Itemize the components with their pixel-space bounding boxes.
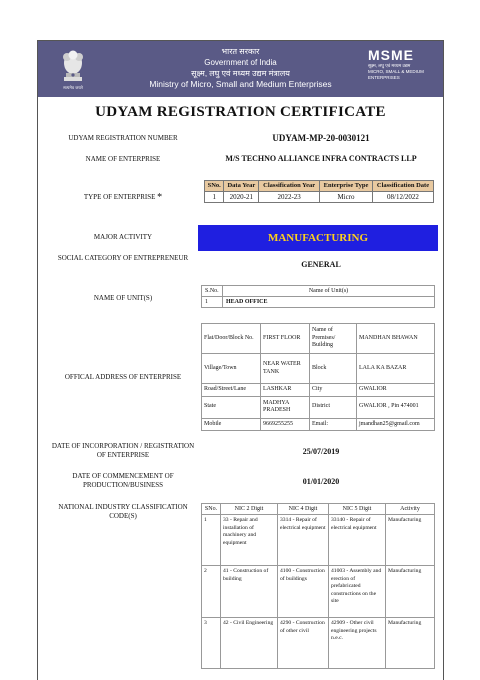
nic-codes-table	[201, 503, 435, 669]
commencement-date-label: DATE OF COMMENCEMENT OF PRODUCTION/BUSINESS	[72, 472, 174, 489]
nic-header-sno: SNo.	[202, 504, 221, 515]
msme-logo	[368, 47, 438, 91]
incorporation-date-value: 25/07/2019	[302, 447, 340, 456]
required-star: *	[157, 192, 163, 203]
nic-cell: 41003 - Assembly and erection of prefabricated constructions on the site	[329, 566, 386, 618]
nic-header-4-digit: NIC 4 Digit	[278, 504, 329, 515]
address-cell: 9669255255	[261, 418, 310, 431]
major-activity-value: MANUFACTURING	[198, 225, 438, 251]
nic-cell: 41 - Construction of building	[221, 566, 278, 618]
address-cell: State	[202, 396, 261, 418]
address-cell: MADHYA PRADESH	[261, 396, 310, 418]
type-cell: 2020-21	[224, 192, 259, 203]
address-cell: Flat/Door/Block No.	[202, 324, 261, 354]
official-address-label: OFFICAL ADDRESS OF ENTERPRISE	[64, 373, 182, 381]
nic-cell: 33140 - Repair of electrical equipment	[329, 515, 386, 566]
address-cell: GWALIOR , Pin 474001	[357, 396, 435, 418]
address-cell: Name of Premises/ Building	[310, 324, 357, 354]
table-row	[202, 396, 435, 418]
nic-cell: 3	[202, 618, 221, 669]
type-header-sno: SNo.	[205, 181, 224, 192]
address-cell: Road/Street/Lane	[202, 384, 261, 397]
type-header-classification-date: Classification Date	[373, 181, 434, 192]
enterprise-type-table	[204, 180, 434, 203]
address-cell: NEAR WATER TANK	[261, 354, 310, 384]
social-category-label: SOCIAL CATEGORY OF ENTREPRENEUR	[57, 254, 189, 262]
type-cell: Micro	[320, 192, 373, 203]
enterprise-type-label-text: TYPE OF ENTERPRISE	[83, 193, 156, 201]
type-cell: 1	[205, 192, 224, 203]
table-row	[202, 566, 435, 618]
type-header-classification-year: Classification Year	[259, 181, 320, 192]
social-category-value: GENERAL	[301, 260, 341, 269]
hindi-line-2: सूक्ष्म, लघु एवं मध्यम उद्यम मंत्रालय	[191, 69, 290, 78]
type-cell: 08/12/2022	[373, 192, 434, 203]
enterprise-name-label: NAME OF ENTERPRISE	[85, 155, 161, 163]
table-row	[205, 192, 434, 203]
table-row	[202, 324, 435, 354]
address-cell: District	[310, 396, 357, 418]
ministry-heading	[108, 46, 373, 90]
table-row	[202, 354, 435, 384]
incorporation-date-label: DATE OF INCORPORATION / REGISTRATION OF ENTERPRISE	[51, 442, 195, 459]
certificate-title: UDYAM REGISTRATION CERTIFICATE	[95, 104, 386, 120]
nic-header-2-digit: NIC 2 Digit	[221, 504, 278, 515]
address-cell: Village/Town	[202, 354, 261, 384]
nic-cell: Manufacturing	[386, 566, 435, 618]
table-row	[202, 618, 435, 669]
address-cell: GWALIOR	[357, 384, 435, 397]
address-cell: MANDHAN BHAWAN	[357, 324, 435, 354]
certificate-page	[37, 40, 444, 680]
unit-header-sno: S.No.	[202, 286, 223, 297]
table-row	[202, 418, 435, 431]
registration-number-label: UDYAM REGISTRATION NUMBER	[68, 134, 178, 142]
hindi-line-1: भारत सरकार	[221, 47, 260, 56]
table-row	[202, 297, 435, 308]
table-row	[202, 384, 435, 397]
national-emblem-icon	[56, 47, 90, 93]
table-row	[202, 515, 435, 566]
address-cell: LASHKAR	[261, 384, 310, 397]
nic-cell: 42 - Civil Engineering	[221, 618, 278, 669]
unit-names-label: NAME OF UNIT(S)	[93, 294, 153, 302]
nic-cell: Manufacturing	[386, 618, 435, 669]
official-address-table	[201, 323, 435, 431]
nic-header-activity: Activity	[386, 504, 435, 515]
address-cell: Mobile	[202, 418, 261, 431]
enterprise-type-label	[48, 193, 198, 202]
unit-header-name: Name of Unit(s)	[223, 286, 435, 297]
nic-codes-label: NATIONAL INDUSTRY CLASSIFICATION CODE(S)	[58, 503, 188, 520]
nic-cell: 3314 - Repair of electrical equipment	[278, 515, 329, 566]
commencement-date-value: 01/01/2020	[302, 477, 340, 486]
msme-logo-text: MSME	[368, 47, 414, 63]
address-cell: jmandhan25@gmail.com	[357, 418, 435, 431]
enterprise-name-value: M/S TECHNO ALLIANCE INFRA CONTRACTS LLP	[225, 154, 417, 163]
type-cell: 2022-23	[259, 192, 320, 203]
unit-cell-sno: 1	[202, 297, 223, 308]
english-line-2: Ministry of Micro, Small and Medium Enterprises	[149, 79, 332, 89]
type-header-data-year: Data Year	[224, 181, 259, 192]
nic-cell: 42909 - Other civil engineering projects n.e.c.	[329, 618, 386, 669]
nic-cell: 2	[202, 566, 221, 618]
address-cell: City	[310, 384, 357, 397]
registration-number-value: UDYAM-MP-20-0030121	[272, 133, 370, 143]
address-cell: Block	[310, 354, 357, 384]
nic-cell: 4100 - Construction of buildings	[278, 566, 329, 618]
header-banner	[38, 41, 443, 97]
address-cell: FIRST FLOOR	[261, 324, 310, 354]
nic-header-5-digit: NIC 5 Digit	[329, 504, 386, 515]
major-activity-label: MAJOR ACTIVITY	[93, 233, 153, 241]
emblem-caption: सत्यमेव जयते	[63, 85, 83, 90]
nic-cell: 4290 - Construction of other civil	[278, 618, 329, 669]
address-cell: Email:	[310, 418, 357, 431]
nic-cell: Manufacturing	[386, 515, 435, 566]
msme-logo-sub-hindi: सूक्ष्म, लघु एवं मध्यम उद्यम	[368, 63, 411, 68]
unit-cell-name: HEAD OFFICE	[223, 297, 435, 308]
address-cell: LALA KA BAZAR	[357, 354, 435, 384]
english-line-1: Government of India	[204, 58, 277, 67]
unit-names-table	[201, 285, 435, 308]
nic-cell: 1	[202, 515, 221, 566]
nic-cell: 33 - Repair and installation of machinery and equipment	[221, 515, 278, 566]
msme-logo-sub-english: MICRO, SMALL & MEDIUM ENTERPRISES	[368, 69, 424, 80]
type-header-enterprise-type: Enterprise Type	[320, 181, 373, 192]
